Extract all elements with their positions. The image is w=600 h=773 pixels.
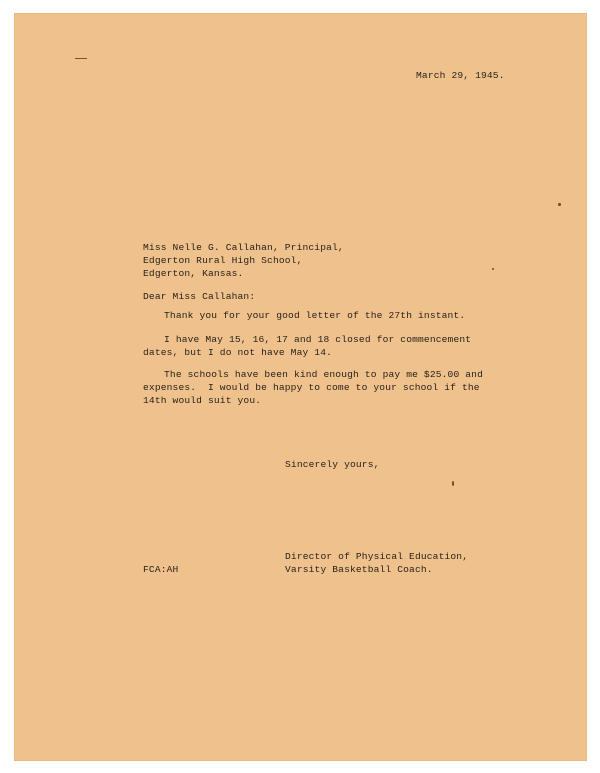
recipient-line: Miss Nelle G. Callahan, Principal, xyxy=(143,242,344,253)
paper-speck xyxy=(558,203,561,206)
paragraph-line: dates, but I do not have May 14. xyxy=(143,347,333,358)
paper-speck xyxy=(452,481,454,486)
typist-initials: FCA:AH xyxy=(143,564,179,575)
salutation: Dear Miss Callahan: xyxy=(143,291,256,302)
signature-title: Varsity Basketball Coach. xyxy=(285,564,433,575)
signature-title: Director of Physical Education, xyxy=(285,551,469,562)
closing: Sincerely yours, xyxy=(285,459,380,470)
paragraph-line: 14th would suit you. xyxy=(143,395,262,406)
paper-speck xyxy=(492,268,494,270)
letter-date: March 29, 1945. xyxy=(416,70,505,81)
paragraph-line: expenses. I would be happy to come to your school if the xyxy=(143,382,480,393)
paper-mark xyxy=(75,58,87,59)
recipient-line: Edgerton Rural High School, xyxy=(143,255,303,266)
paragraph-line: Thank you for your good letter of the 27th instant. xyxy=(164,310,466,321)
paragraph-line: The schools have been kind enough to pay me $25.00 and xyxy=(164,369,483,380)
paragraph-line: I have May 15, 16, 17 and 18 closed for commencement xyxy=(164,334,472,345)
recipient-line: Edgerton, Kansas. xyxy=(143,268,244,279)
